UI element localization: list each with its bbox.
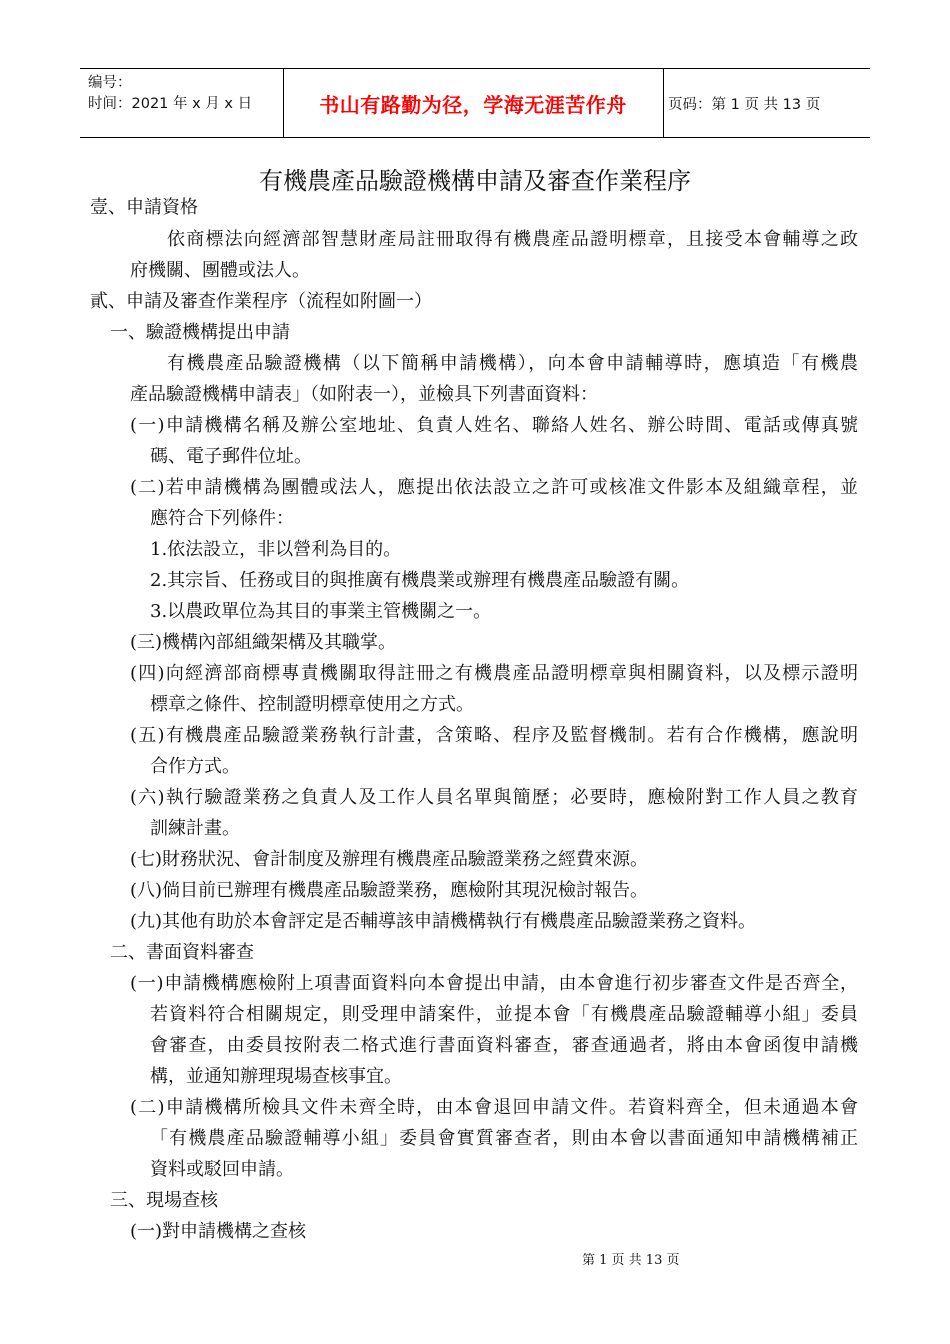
paragraph-line: 產品驗證機構申請表」（如附表一），並檢具下列書面資料： [130, 384, 598, 405]
sub-list-item: 1.依法設立，非以營利為目的。 [150, 539, 402, 560]
list-item-continuation: 碼、電子郵件位址。 [150, 446, 312, 467]
list-item-continuation: 會審查，由委員按附表二格式進行書面資料審查，審查通過者，將由本會函復申請機 [150, 1035, 860, 1056]
header-motto: 书山有路勤为径，学海无涯苦作舟 [319, 93, 627, 117]
list-item-continuation: 訓練計畫。 [150, 818, 240, 839]
header-divider [663, 69, 664, 137]
list-item-continuation: 合作方式。 [150, 756, 240, 777]
page-header [80, 68, 870, 138]
list-item-continuation: 標章之條件、控制證明標章使用之方式。 [150, 694, 474, 715]
subsection-heading: 二、書面資料審查 [110, 942, 254, 963]
list-item: (七)財務狀況、會計制度及辦理有機農產品驗證業務之經費來源。 [130, 849, 649, 870]
subsection-heading: 一、驗證機構提出申請 [110, 322, 290, 343]
list-item-continuation: 構，並通知辦理現場查核事宜。 [150, 1066, 402, 1087]
page-footer: 第 1 页 共 13 页 [582, 1253, 680, 1268]
list-item: (二)申請機構所檢具文件未齊全時，由本會退回申請文件。若資料齊全，但未通過本會 [130, 1097, 860, 1118]
section-heading: 貳、申請及審查作業程序（流程如附圖一） [90, 291, 432, 312]
section-heading: 壹、申請資格 [90, 197, 198, 218]
paragraph-line: 有機農產品驗證機構（以下簡稱申請機構），向本會申請輔導時，應填造「有機農 [167, 353, 860, 374]
header-time: 时间：2021 年 x 月 x 日 [88, 96, 253, 112]
list-item-continuation: 應符合下列條件： [150, 508, 294, 529]
header-number: 编号： [88, 75, 132, 91]
list-item: (九)其他有助於本會評定是否輔導該申請機構執行有機農產品驗證業務之資料。 [130, 911, 757, 932]
subsection-heading: 三、現場查核 [110, 1190, 218, 1211]
list-item-continuation: 若資料符合相關規定，則受理申請案件，並提本會「有機農產品驗證輔導小組」委員 [150, 1004, 860, 1025]
list-item: (四)向經濟部商標專責機關取得註冊之有機農產品證明標章與相關資料，以及標示證明 [130, 663, 860, 684]
list-item-continuation: 資料或駁回申請。 [150, 1159, 294, 1180]
list-item: (一)對申請機構之查核 [130, 1221, 307, 1242]
list-item: (三)機構內部組織架構及其職掌。 [130, 632, 397, 653]
list-item: (六)執行驗證業務之負責人及工作人員名單與簡歷；必要時，應檢附對工作人員之教育 [130, 787, 860, 808]
list-item: (五)有機農產品驗證業務執行計畫，含策略、程序及監督機制。若有合作機構，應說明 [130, 725, 860, 746]
paragraph-line: 依商標法向經濟部智慧財產局註冊取得有機農產品證明標章，且接受本會輔導之政 [167, 229, 860, 250]
list-item: (二)若申請機構為團體或法人，應提出依法設立之許可或核准文件影本及組織章程，並 [130, 477, 860, 498]
list-item: (八)倘目前已辦理有機農產品驗證業務，應檢附其現況檢討報告。 [130, 880, 649, 901]
sub-list-item: 2.其宗旨、任務或目的與推廣有機農業或辦理有機農產品驗證有關。 [150, 570, 690, 591]
sub-list-item: 3.以農政單位為其目的事業主管機關之一。 [150, 601, 492, 622]
list-item-continuation: 「有機農產品驗證輔導小組」委員會實質審查者，則由本會以書面通知申請機構補正 [150, 1128, 860, 1149]
document-title: 有機農產品驗證機構申請及審查作業程序 [259, 167, 691, 195]
list-item: (一)申請機構名稱及辦公室地址、負責人姓名、聯絡人姓名、辦公時間、電話或傳真號 [130, 415, 860, 436]
header-page: 页码：第 1 页 共 13 页 [668, 97, 821, 113]
header-meta [88, 73, 252, 115]
list-item: (一)申請機構應檢附上項書面資料向本會提出申請，由本會進行初步審查文件是否齊全， [130, 973, 859, 994]
paragraph-line: 府機關、團體或法人。 [130, 260, 310, 281]
